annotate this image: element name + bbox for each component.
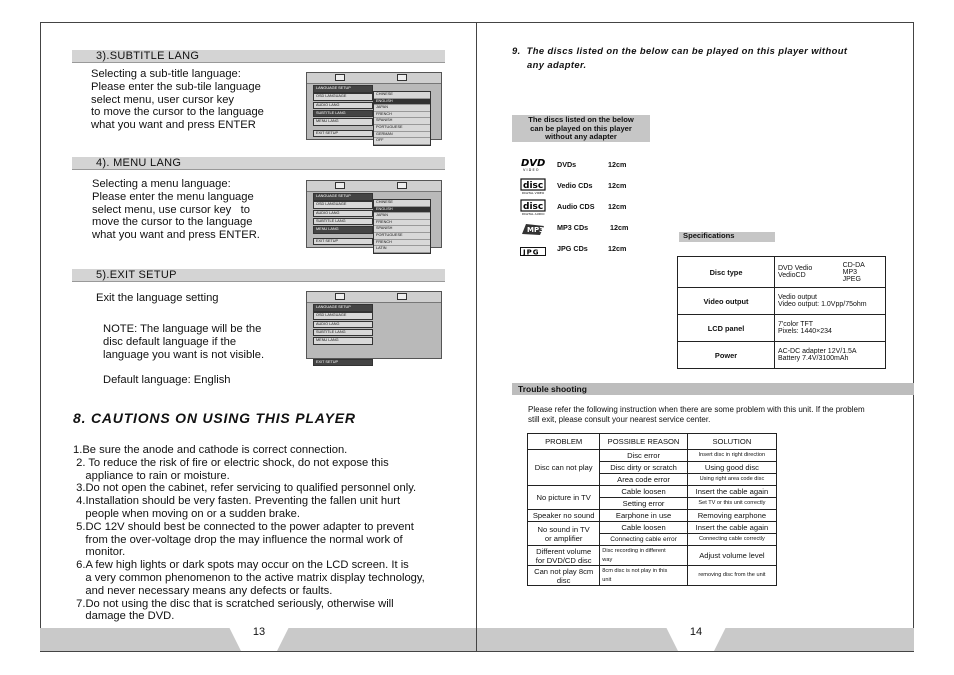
svg-text:DVD: DVD — [521, 158, 546, 169]
trouble-header: SOLUTION — [687, 434, 776, 450]
disc-size: 12cm — [608, 202, 627, 211]
spec-label: Video output — [678, 288, 775, 315]
osd-menu-item: EXIT SETUP — [313, 130, 373, 138]
default-language: Default language: English — [103, 374, 231, 386]
osd-menu-item: AUDIO LANG — [313, 210, 373, 218]
osd-screenshot-exit — [306, 291, 442, 364]
osd-menu-item: MENU LANG — [313, 226, 373, 234]
trouble-shooting-bar — [512, 383, 914, 395]
dvd-logo-icon — [520, 156, 546, 172]
svg-text:DIGITAL VIDEO: DIGITAL VIDEO — [522, 191, 545, 195]
osd-option: LATIN — [374, 246, 430, 253]
osd-menu-item: LANGUAGE SETUP — [313, 85, 373, 93]
trouble-reason: Disc recording in different way — [600, 546, 688, 566]
osd-option: GERMAN — [374, 132, 430, 139]
osd-option: JAPAN — [374, 105, 430, 112]
svg-text:MP3: MP3 — [527, 226, 544, 234]
trouble-solution: Set TV or this unit correctly — [687, 498, 776, 510]
osd-menu-item: SUBTITLE LANG — [313, 329, 373, 337]
trouble-reason: Area code error — [600, 474, 688, 486]
exit-setup-text: Exit the language setting — [96, 292, 219, 304]
trouble-reason: 8cm disc is not play in this unit — [600, 566, 688, 586]
discs-box: The discs listed on the below can be played on this player without any adapter — [512, 115, 650, 142]
trouble-problem: No picture in TV — [528, 486, 600, 510]
trouble-reason: Earphone in use — [600, 510, 688, 522]
menu-icon — [335, 182, 345, 189]
osd-option: JAPAN — [374, 213, 430, 220]
svg-text:V I D E O: V I D E O — [523, 168, 539, 172]
section-title: 4). MENU LANG — [96, 157, 182, 169]
cautions-heading: 8. CAUTIONS ON USING THIS PLAYER — [73, 410, 356, 426]
language-note: NOTE: The language will be the disc default language if the language you want is not visible. — [103, 323, 265, 361]
osd-screenshot-menu — [306, 180, 442, 251]
osd-option: FRENCH — [374, 240, 430, 247]
section-title: 3).SUBTITLE LANG — [96, 50, 200, 62]
osd-option: FRENCH — [374, 220, 430, 227]
screen-icon — [397, 74, 407, 81]
trouble-solution: removing disc from the unit — [687, 566, 776, 586]
trouble-problem: No sound in TV or amplifier — [528, 522, 600, 546]
svg-text:DIGITAL AUDIO: DIGITAL AUDIO — [522, 212, 545, 216]
menu-icon — [335, 74, 345, 81]
osd-option: SPANISH — [374, 118, 430, 125]
osd-option: CHINESE — [374, 92, 430, 99]
trouble-reason: Disc error — [600, 450, 688, 462]
disc-size: 12cm — [608, 244, 627, 253]
trouble-solution: Insert the cable again — [687, 522, 776, 534]
osd-menu-item: AUDIO LANG — [313, 321, 373, 329]
spec-value: CD-DA MP3 JPEG — [840, 257, 886, 288]
subtitle-lang-text: Selecting a sub-title language: Please enter the sub-tile language select menu, user cursor key to move the cursor to the language what you want and press ENTER — [91, 68, 264, 132]
page-divider — [476, 22, 477, 652]
specs-title: Specifications — [679, 232, 775, 242]
section-title: 5).EXIT SETUP — [96, 269, 177, 281]
spec-value: AC-DC adapter 12V/1.5A Battery 7.4V/3100mAh — [775, 342, 886, 369]
disc-size: 12cm — [608, 181, 627, 190]
trouble-shooting-title: Trouble shooting — [518, 384, 587, 394]
trouble-problem: Can not play 8cm disc — [528, 566, 600, 586]
section-bar-menu-lang — [72, 157, 445, 170]
section-bar-exit-setup — [72, 269, 445, 282]
svg-text:JPG: JPG — [523, 248, 540, 256]
trouble-table — [527, 433, 777, 586]
trouble-solution: Connecting cable correctly — [687, 534, 776, 546]
osd-menu-item: EXIT SETUP — [313, 359, 373, 367]
mp3-logo-icon — [520, 220, 548, 238]
osd-menu-item: MENU LANG — [313, 337, 373, 345]
trouble-solution: Removing earphone — [687, 510, 776, 522]
spec-value: 7'color TFT Pixels: 1440×234 — [775, 315, 886, 342]
trouble-header: POSSIBLE REASON — [600, 434, 688, 450]
osd-option: ENGLISH — [374, 207, 430, 214]
osd-option: PORTUGUESE — [374, 233, 430, 240]
osd-option: FRENCH — [374, 112, 430, 119]
menu-lang-text: Selecting a menu language: Please enter the menu language select menu, use cursor key to move the cursor to the language what you want and press ENTER. — [92, 178, 260, 242]
disc-name: DVDs — [557, 160, 577, 169]
osd-option: ENGLISH — [374, 99, 430, 106]
osd-menu-item: MENU LANG — [313, 118, 373, 126]
disc-name: Vedio CDs — [557, 181, 593, 190]
page-number-right: 14 — [689, 626, 703, 638]
spec-label: Power — [678, 342, 775, 369]
menu-icon — [335, 293, 345, 300]
osd-option: PORTUGUESE — [374, 125, 430, 132]
trouble-solution: Insert disc in right direction — [687, 450, 776, 462]
section-bar-subtitle-lang — [72, 50, 445, 63]
spec-label: LCD panel — [678, 315, 775, 342]
trouble-header: PROBLEM — [528, 434, 600, 450]
osd-menu-item: OSD LANGUAGE — [313, 93, 373, 101]
osd-menu-item: SUBTITLE LANG — [313, 218, 373, 226]
osd-menu-item: AUDIO LANG — [313, 102, 373, 110]
disc-size: 12cm — [610, 223, 629, 232]
disc-name: JPG CDs — [557, 244, 588, 253]
specs-table — [677, 256, 886, 369]
osd-menu-item: LANGUAGE SETUP — [313, 304, 373, 312]
compact-disc-logo-icon — [520, 177, 546, 195]
screen-icon — [397, 182, 407, 189]
spec-value: DVD Vedio VedioCD — [775, 257, 840, 288]
trouble-reason: Cable loosen — [600, 486, 688, 498]
spec-value: Vedio output Video output: 1.0Vpp/75ohm — [775, 288, 886, 315]
svg-text:disc: disc — [523, 202, 544, 212]
disc-name: Audio CDS — [557, 202, 595, 211]
osd-option: CHINESE — [374, 200, 430, 207]
spec-label: Disc type — [678, 257, 775, 288]
trouble-solution: Insert the cable again — [687, 486, 776, 498]
trouble-problem: Disc can not play — [528, 450, 600, 486]
osd-screenshot-subtitle — [306, 72, 442, 143]
screen-icon — [397, 293, 407, 300]
page-number-left: 13 — [252, 626, 266, 638]
trouble-problem: Different volume for DVD/CD disc — [528, 546, 600, 566]
trouble-solution: Using good disc — [687, 462, 776, 474]
disc-size: 12cm — [608, 160, 627, 169]
trouble-intro: Please refer the following instruction when there are some problem with this unit. If the problem still exit, please consult your nearest service center. — [528, 405, 865, 424]
osd-option: SPANISH — [374, 226, 430, 233]
osd-menu-item: LANGUAGE SETUP — [313, 193, 373, 201]
trouble-reason: Disc dirty or scratch — [600, 462, 688, 474]
trouble-reason: Cable loosen — [600, 522, 688, 534]
osd-menu-item: OSD LANGUAGE — [313, 312, 373, 320]
trouble-solution: Adjust volume level — [687, 546, 776, 566]
jpg-logo-icon — [520, 243, 546, 256]
compact-disc-logo-icon — [520, 198, 546, 216]
cautions-list: 1.Be sure the anode and cathode is correct connection. 2. To reduce the risk of fire or electric shock, do not expose this appliance to rain or moisture. 3.Do not open the cabinet, refer servicing to qualified personnel only. 4.Installation should be very fasten. Preventing the fallen unit hurt people when moving on or a sudden brake. 5.DC 12V should best be connected to the power adapter to prevent from the over-voltage drop the may influence the normal work of monitor. 6.A few high lights or dark spots may occur on the LCD screen. It is a very common phenomenon to the active matrix display technology, and never necessary means any defects or faults. 7.Do not using the disc that is scratched seriously, otherwise will damage the DVD. — [73, 444, 425, 623]
trouble-solution: Using right area code disc — [687, 474, 776, 486]
svg-text:disc: disc — [523, 181, 544, 191]
trouble-problem: Speaker no sound — [528, 510, 600, 522]
trouble-reason: Setting error — [600, 498, 688, 510]
osd-menu-item: EXIT SETUP — [313, 238, 373, 246]
disc-name: MP3 CDs — [557, 223, 589, 232]
discs-note: 9. The discs listed on the below can be played on this player without any adapter. — [512, 45, 848, 70]
osd-menu-item: SUBTITLE LANG — [313, 110, 373, 118]
osd-menu-item: OSD LANGUAGE — [313, 201, 373, 209]
osd-option: OFF — [374, 138, 430, 145]
trouble-reason: Connecting cable error — [600, 534, 688, 546]
